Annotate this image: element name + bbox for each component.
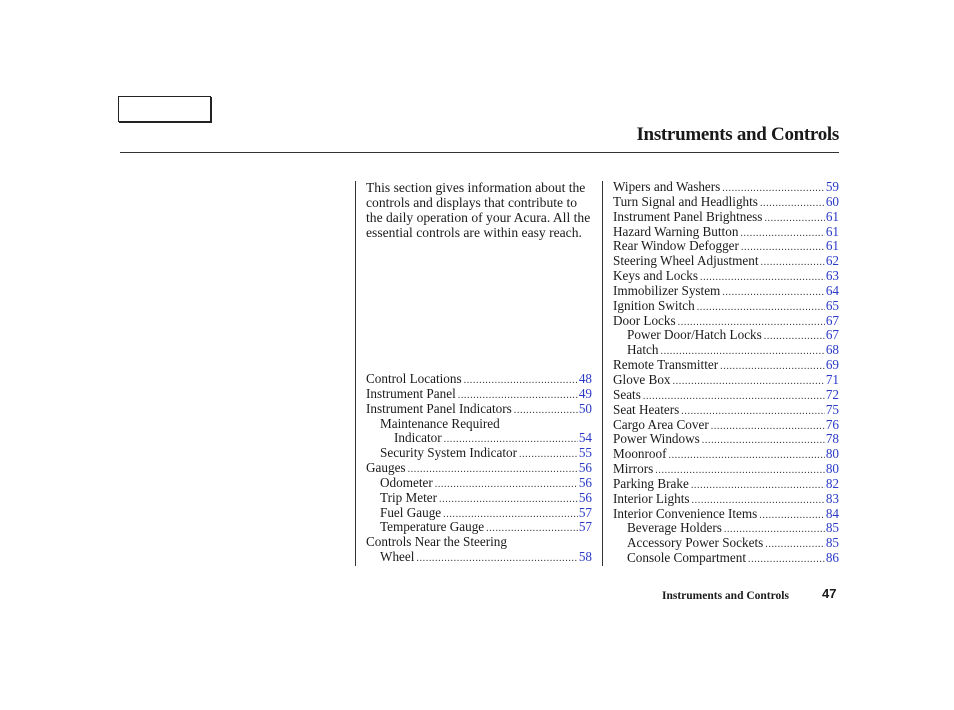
- toc-entry[interactable]: [613, 477, 839, 492]
- toc-entry[interactable]: [613, 195, 839, 210]
- toc-entry[interactable]: [613, 536, 839, 551]
- footer-section-label: Instruments and Controls: [662, 590, 789, 602]
- toc-entry-label: Fuel Gauge: [380, 504, 442, 520]
- toc-entry: [366, 535, 592, 550]
- toc-entry[interactable]: [366, 446, 592, 461]
- toc-entry-label: Console Compartment: [627, 550, 747, 566]
- toc-entry-label: Turn Signal and Headlights: [613, 193, 758, 209]
- toc-page-link[interactable]: 56: [578, 489, 592, 505]
- toc-entry-label: Power Windows: [613, 431, 700, 447]
- toc-page-link[interactable]: 75: [825, 401, 839, 417]
- toc-entry-label: Wipers and Washers: [613, 179, 721, 194]
- toc-page-link[interactable]: 85: [825, 520, 839, 536]
- toc-entry[interactable]: [613, 299, 839, 314]
- toc-entry[interactable]: [366, 476, 592, 491]
- dot-leader: [673, 375, 825, 390]
- toc-entry[interactable]: [366, 520, 592, 535]
- toc-page-link[interactable]: 86: [825, 550, 839, 566]
- toc-entry-label: Gauges: [366, 460, 406, 476]
- dot-leader: [464, 374, 578, 389]
- page-title: Instruments and Controls: [636, 124, 839, 145]
- toc-page-link[interactable]: 64: [825, 282, 839, 298]
- toc-entry[interactable]: [613, 328, 839, 343]
- dot-leader: [722, 286, 824, 301]
- toc-entry-label: Immobilizer System: [613, 282, 721, 298]
- toc-entry[interactable]: [613, 373, 839, 388]
- toc-page-link[interactable]: 49: [578, 385, 592, 401]
- toc-entry[interactable]: [366, 372, 592, 387]
- toc-entry[interactable]: [366, 491, 592, 506]
- toc-entry-label: Security System Indicator: [380, 445, 517, 461]
- dot-leader: [748, 553, 825, 568]
- toc-entry-label: Power Door/Hatch Locks: [627, 327, 762, 343]
- title-divider: [120, 152, 839, 153]
- toc-entry-label: Control Locations: [366, 371, 462, 386]
- toc-entry[interactable]: [613, 269, 839, 284]
- dot-leader: [439, 493, 578, 508]
- toc-entry-label: Interior Lights: [613, 490, 690, 506]
- toc-entry-label: Instrument Panel: [366, 385, 456, 401]
- toc-column-2: [613, 180, 839, 566]
- toc-page-link[interactable]: 85: [825, 535, 839, 551]
- toc-page-link[interactable]: 56: [578, 460, 592, 476]
- toc-entry-label: Trip Meter: [380, 489, 438, 505]
- toc-entry[interactable]: [613, 507, 839, 522]
- toc-page-link[interactable]: 71: [825, 371, 839, 387]
- toc-entry-label: Rear Window Defogger: [613, 238, 739, 254]
- toc-entry: [366, 417, 592, 432]
- toc-entry[interactable]: [613, 343, 839, 358]
- toc-entry-label: Mirrors: [613, 461, 654, 477]
- toc-entry[interactable]: [613, 358, 839, 373]
- toc-entry-label: Seat Heaters: [613, 401, 680, 417]
- toc-entry-label: Temperature Gauge: [380, 519, 485, 535]
- toc-page-link[interactable]: 62: [825, 253, 839, 269]
- toc-page-link[interactable]: 54: [578, 430, 592, 446]
- toc-page-link[interactable]: 58: [578, 549, 592, 565]
- toc-entry-label: Parking Brake: [613, 475, 689, 491]
- toc-entry[interactable]: [613, 254, 839, 269]
- toc-column-1: [366, 372, 592, 565]
- toc-entry[interactable]: [613, 403, 839, 418]
- intro-paragraph: This section gives information about the controls and displays that contribute to the daily operation of your Acura. All the essential controls are within easy reach.: [366, 180, 591, 240]
- toc-entry-label: Moonroof: [613, 446, 667, 462]
- toc-entry-label: Hatch: [627, 342, 659, 358]
- toc-entry[interactable]: [613, 180, 839, 195]
- toc-entry-label: Instrument Panel Brightness: [613, 208, 763, 224]
- section-tab-box: [118, 96, 211, 122]
- toc-page-link[interactable]: 60: [825, 193, 839, 209]
- toc-entry-label: Maintenance Required: [380, 415, 500, 431]
- toc-entry[interactable]: [613, 462, 839, 477]
- toc-entry[interactable]: [366, 431, 592, 446]
- toc-entry-label: Instrument Panel Indicators: [366, 400, 512, 416]
- dot-leader: [416, 552, 577, 567]
- toc-entry-label: Cargo Area Cover: [613, 416, 709, 432]
- toc-page-link[interactable]: 68: [825, 342, 839, 358]
- toc-page-link[interactable]: 57: [578, 519, 592, 535]
- dot-leader: [764, 330, 825, 345]
- toc-entry[interactable]: [366, 550, 592, 565]
- toc-entry[interactable]: [613, 210, 839, 225]
- toc-page-link[interactable]: 80: [825, 461, 839, 477]
- toc-page-link[interactable]: 63: [825, 268, 839, 284]
- toc-page-link[interactable]: 55: [578, 445, 592, 461]
- toc-entry-label: Indicator: [394, 430, 442, 446]
- toc-page-link[interactable]: 67: [825, 312, 839, 328]
- toc-page-link[interactable]: 83: [825, 490, 839, 506]
- dot-leader: [514, 404, 578, 419]
- toc-entry[interactable]: [613, 521, 839, 536]
- toc-entry[interactable]: [366, 402, 592, 417]
- dot-leader: [668, 449, 824, 464]
- toc-page-link[interactable]: 48: [578, 371, 592, 386]
- page-number: 47: [822, 586, 837, 601]
- dot-leader: [408, 463, 578, 478]
- dot-leader: [720, 360, 825, 375]
- toc-page-link[interactable]: 67: [825, 327, 839, 343]
- toc-page-link[interactable]: 65: [825, 297, 839, 313]
- toc-entry[interactable]: [613, 314, 839, 329]
- dot-leader: [759, 509, 825, 524]
- dot-leader: [702, 434, 825, 449]
- toc-entry-label: Ignition Switch: [613, 297, 695, 313]
- toc-entry-label: Odometer: [380, 474, 433, 490]
- dot-leader: [697, 301, 825, 316]
- dot-leader: [711, 420, 825, 435]
- toc-page-link[interactable]: 59: [825, 179, 839, 194]
- dot-leader: [765, 538, 825, 553]
- toc-entry-label: Door Locks: [613, 312, 676, 328]
- toc-page-link[interactable]: 82: [825, 475, 839, 491]
- toc-entry[interactable]: [613, 432, 839, 447]
- dot-leader: [760, 197, 825, 212]
- toc-entry[interactable]: [613, 492, 839, 507]
- toc-entry-label: Hazard Warning Button: [613, 223, 739, 239]
- dot-leader: [519, 448, 578, 463]
- toc-entry[interactable]: [613, 551, 839, 566]
- toc-page-link[interactable]: 72: [825, 386, 839, 402]
- toc-entry-label: Interior Convenience Items: [613, 505, 758, 521]
- toc-entry[interactable]: [613, 225, 839, 240]
- toc-entry-label: Steering Wheel Adjustment: [613, 253, 759, 269]
- toc-page-link[interactable]: 56: [578, 474, 592, 490]
- toc-entry-label: Seats: [613, 386, 641, 402]
- toc-page-link[interactable]: 78: [825, 431, 839, 447]
- toc-page-link[interactable]: 69: [825, 357, 839, 373]
- toc-page-link[interactable]: 76: [825, 416, 839, 432]
- toc-entry-label: Keys and Locks: [613, 268, 698, 284]
- toc-page-link[interactable]: 61: [825, 208, 839, 224]
- dot-leader: [435, 478, 578, 493]
- toc-page-link[interactable]: 80: [825, 446, 839, 462]
- toc-entry[interactable]: [613, 239, 839, 254]
- left-column-rule: [355, 181, 356, 566]
- dot-leader: [740, 227, 824, 242]
- toc-entry-label: Remote Transmitter: [613, 357, 719, 373]
- toc-entry-label: Controls Near the Steering: [366, 534, 507, 550]
- toc-entry-label: Glove Box: [613, 371, 671, 387]
- toc-entry[interactable]: [366, 387, 592, 402]
- dot-leader: [691, 479, 825, 494]
- toc-page-link[interactable]: 61: [825, 238, 839, 254]
- toc-entry[interactable]: [613, 284, 839, 299]
- toc-entry[interactable]: [613, 418, 839, 433]
- dot-leader: [761, 256, 825, 271]
- toc-entry[interactable]: [366, 461, 592, 476]
- dot-leader: [764, 212, 824, 227]
- toc-page-link[interactable]: 57: [578, 504, 592, 520]
- toc-page-link[interactable]: 61: [825, 223, 839, 239]
- toc-entry[interactable]: [366, 506, 592, 521]
- right-column-rule: [602, 181, 603, 566]
- toc-entry-label: Accessory Power Sockets: [627, 535, 764, 551]
- toc-entry-label: Beverage Holders: [627, 520, 722, 536]
- toc-page-link[interactable]: 50: [578, 400, 592, 416]
- toc-page-link[interactable]: 84: [825, 505, 839, 521]
- toc-entry[interactable]: [613, 388, 839, 403]
- toc-entry[interactable]: [613, 447, 839, 462]
- toc-entry-label: Wheel: [380, 549, 415, 565]
